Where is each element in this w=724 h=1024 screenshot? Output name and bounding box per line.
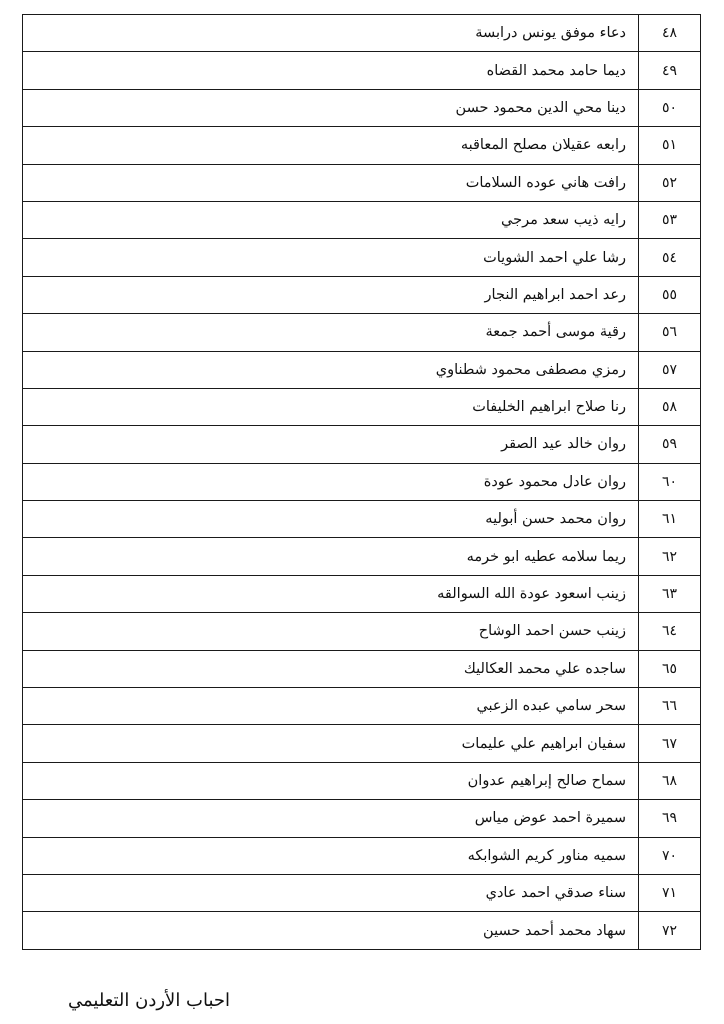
row-number-cell: ٦٨ <box>639 762 701 799</box>
row-number-cell: ٥٤ <box>639 239 701 276</box>
table-row <box>23 52 701 89</box>
student-name-cell: زينب اسعود عودة الله السوالقه <box>23 575 639 612</box>
row-number-cell: ٦٥ <box>639 650 701 687</box>
table-row <box>23 501 701 538</box>
row-number-cell: ٦٦ <box>639 688 701 725</box>
row-number-cell: ٦٧ <box>639 725 701 762</box>
table-row <box>23 650 701 687</box>
row-number-cell: ٥٣ <box>639 201 701 238</box>
row-number-cell: ٥٧ <box>639 351 701 388</box>
student-name-cell: دينا محي الدين محمود حسن <box>23 89 639 126</box>
student-roster-table <box>22 14 701 950</box>
student-name-cell: رايه ذيب سعد مرجي <box>23 201 639 238</box>
row-number-cell: ٥٠ <box>639 89 701 126</box>
table-row <box>23 613 701 650</box>
student-name-cell: سحر سامي عبده الزعبي <box>23 688 639 725</box>
row-number-cell: ٧٢ <box>639 912 701 949</box>
table-row <box>23 426 701 463</box>
row-number-cell: ٦٩ <box>639 800 701 837</box>
row-number-cell: ٥٦ <box>639 314 701 351</box>
table-row <box>23 725 701 762</box>
row-number-cell: ٧٠ <box>639 837 701 874</box>
row-number-cell: ٥٨ <box>639 388 701 425</box>
row-number-cell: ٦٠ <box>639 463 701 500</box>
student-name-cell: رمزي مصطفى محمود شطناوي <box>23 351 639 388</box>
row-number-cell: ٦١ <box>639 501 701 538</box>
row-number-cell: ٤٩ <box>639 52 701 89</box>
table-row <box>23 837 701 874</box>
student-name-cell: ريما سلامه عطيه ابو خرمه <box>23 538 639 575</box>
student-name-cell: سميه مناور كريم الشوابكه <box>23 837 639 874</box>
student-name-cell: رشا علي احمد الشويات <box>23 239 639 276</box>
student-name-cell: روان عادل محمود عودة <box>23 463 639 500</box>
row-number-cell: ٤٨ <box>639 15 701 52</box>
student-name-cell: سماح صالح إبراهيم عدوان <box>23 762 639 799</box>
row-number-cell: ٦٤ <box>639 613 701 650</box>
student-name-cell: روان محمد حسن أبوليه <box>23 501 639 538</box>
table-row <box>23 164 701 201</box>
table-row <box>23 463 701 500</box>
row-number-cell: ٥٩ <box>639 426 701 463</box>
row-number-cell: ٧١ <box>639 874 701 911</box>
table-row <box>23 15 701 52</box>
student-name-cell: سفيان ابراهيم علي عليمات <box>23 725 639 762</box>
table-row <box>23 239 701 276</box>
table-row <box>23 201 701 238</box>
roster-body <box>23 15 701 950</box>
student-name-cell: زينب حسن احمد الوشاح <box>23 613 639 650</box>
row-number-cell: ٥٥ <box>639 276 701 313</box>
table-row <box>23 538 701 575</box>
student-name-cell: سناء صدقي احمد عادي <box>23 874 639 911</box>
table-row <box>23 688 701 725</box>
table-row <box>23 912 701 949</box>
table-row <box>23 351 701 388</box>
row-number-cell: ٥٢ <box>639 164 701 201</box>
row-number-cell: ٥١ <box>639 127 701 164</box>
student-name-cell: رابعه عقيلان مصلح المعاقبه <box>23 127 639 164</box>
student-name-cell: رنا صلاح ابراهيم الخليفات <box>23 388 639 425</box>
table-row <box>23 314 701 351</box>
table-row <box>23 127 701 164</box>
footer-watermark-text: احباب الأردن التعليمي <box>68 990 231 1011</box>
table-row <box>23 762 701 799</box>
table-row <box>23 89 701 126</box>
student-name-cell: دعاء موفق يونس درابسة <box>23 15 639 52</box>
row-number-cell: ٦٢ <box>639 538 701 575</box>
student-name-cell: رعد احمد ابراهيم النجار <box>23 276 639 313</box>
table-row <box>23 575 701 612</box>
student-name-cell: ساجده علي محمد العكاليك <box>23 650 639 687</box>
table-row <box>23 388 701 425</box>
student-name-cell: سميرة احمد عوض مياس <box>23 800 639 837</box>
student-name-cell: سهاد محمد أحمد حسين <box>23 912 639 949</box>
row-number-cell: ٦٣ <box>639 575 701 612</box>
table-row <box>23 276 701 313</box>
student-name-cell: روان خالد عيد الصقر <box>23 426 639 463</box>
student-name-cell: رقية موسى أحمد جمعة <box>23 314 639 351</box>
table-row <box>23 874 701 911</box>
student-name-cell: رافت هاني عوده السلامات <box>23 164 639 201</box>
table-row <box>23 800 701 837</box>
student-name-cell: ديما حامد محمد القضاه <box>23 52 639 89</box>
